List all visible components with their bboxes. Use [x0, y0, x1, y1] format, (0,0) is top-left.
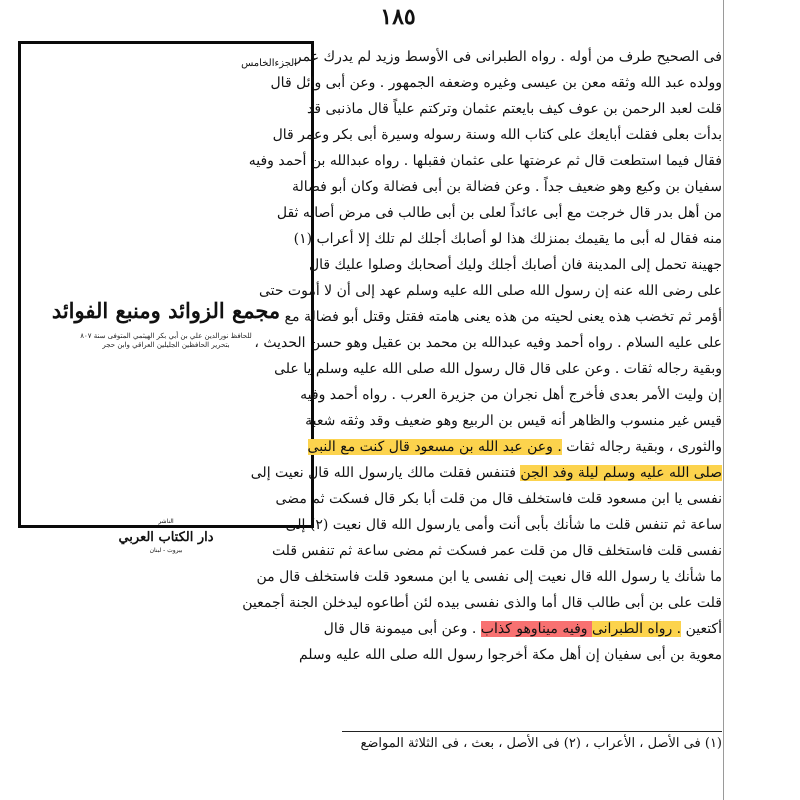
book-title: مجمع الزوائد ومنبع الفوائد — [51, 298, 281, 323]
text-segment: فقال فيما استطعت قال ثم عرضتها على عثمان فقبلها . رواه عبدالله بن أحمد وفيه — [248, 153, 722, 169]
subtitle-line: للحافظ نورالدين علي بن أبي بكر الهيثمي المتوفى سنة ٨٠٧ — [80, 332, 252, 340]
text-line — [293, 226, 722, 252]
text-segment: ما شأنك يا رسول الله قال نعيت إلى نفسى يا ابن مسعود قلت فاستخلف قال من — [256, 569, 722, 585]
text-line — [256, 564, 722, 590]
highlight-yellow: صلى الله عليه وسلم ليلة وفد الجن — [520, 465, 722, 481]
publisher-name: دار الكتاب العربي — [118, 530, 214, 545]
text-segment: قيس غير منسوب والظاهر أنه قيس بن الربيع وهو ضعيف وقد وثقه شعبة — [305, 413, 722, 429]
text-line — [276, 200, 722, 226]
text-line — [285, 512, 722, 538]
highlight-yellow: . رواه الطبرانى — [591, 621, 682, 637]
text-segment: قلت لعبد الرحمن بن عوف كيف بايعتم عثمان وتركتم علياً قال ماذنبى قد — [307, 101, 722, 117]
text-line — [300, 382, 722, 408]
page-edge-line — [723, 0, 724, 800]
text-segment: على عليه السلام . رواه أحمد وفيه عبدالله بن محمد بن عقيل وهو حسن الحديث ، — [254, 335, 722, 351]
text-segment: وولده عبد الله وثقه معن بن عيسى وغيره وضعفه الجمهور . وعن أبى وائل قال — [270, 75, 722, 91]
text-line — [305, 408, 722, 434]
text-line — [272, 122, 722, 148]
text-segment: نفسى قلت فاستخلف قال من قلت عمر فسكت ثم مضى ساعة ثم تنفس قلت — [271, 543, 722, 559]
subtitle-line: بتحرير الحافظين الجليلين العراقي وابن حجر — [102, 341, 230, 349]
text-line — [248, 148, 722, 174]
text-segment: سفيان بن وكيع وهو ضعيف جداً . وعن فضالة بن أبى فضالة وكان أبو فضالة — [291, 179, 722, 195]
text-line — [294, 44, 722, 70]
text-segment: من أهل بدر قال خرجت مع أبى عائداً لعلى بن أبى طالب فى مرض أصابه ثقل — [276, 205, 722, 221]
text-segment: أؤمر ثم تخضب هذه يعنى لحيته من هذه يعنى هامته فقتل وقتل أبو فضالة مع — [284, 309, 722, 325]
volume-label: الجزءالخامس — [241, 58, 297, 69]
publisher-city: بيروت - لبنان — [149, 547, 183, 554]
text-line — [323, 616, 722, 642]
text-segment: على رضى الله عنه إن رسول الله صلى الله عليه وسلم عهد إلى أن لا أموت حتى — [258, 283, 722, 299]
text-segment: معوية بن أبى سفيان إن أهل مكة أخرجوا رسول الله صلى الله عليه وسلم — [298, 647, 722, 663]
page-number: ١٨٥ — [380, 4, 416, 30]
text-line — [275, 486, 722, 512]
text-segment: . وعن أبى ميمونة قال قال — [323, 621, 481, 637]
text-segment: أكتعين — [681, 621, 722, 637]
text-line — [298, 642, 722, 668]
text-segment: بدأت بعلى فقلت أبايعك على كتاب الله وسنة رسوله وسيرة أبى بكر وعمر قال — [272, 127, 722, 143]
footnote: (١) فى الأصل ، الأعراب ، (٢) فى الأصل ، بعث ، فى الثلاثة المواضع — [360, 736, 722, 751]
publisher-caption: الناشر — [158, 518, 174, 525]
text-line — [307, 96, 722, 122]
text-segment: قلت على بن أبى طالب قال أما والذى نفسى بيده لئن أطاعوه ليدخلن الجنة أجمعين — [242, 595, 722, 611]
text-line — [308, 252, 722, 278]
highlight-yellow: . وعن عبد الله بن مسعود قال كنت مع النبى — [307, 439, 562, 455]
text-segment: جهينة تحمل إلى المدينة فان أصابك أجلك وليك أصحابك وصلوا عليك قال — [308, 257, 722, 273]
text-line — [258, 278, 722, 304]
text-segment: والثورى ، وبقية رجاله ثقات — [561, 439, 722, 455]
text-line — [270, 70, 722, 96]
text-line — [250, 460, 722, 486]
text-line — [242, 590, 722, 616]
highlight-red: وفيه ميناوهو كذاب — [480, 621, 592, 637]
text-line — [274, 356, 722, 382]
text-segment: فتنفس فقلت مالك يارسول الله قال نعيت إلى — [250, 465, 521, 481]
book-subtitle — [51, 332, 281, 350]
text-segment: منه فقال له أبى ما يقيمك بمنزلك هذا لو أصابك أجلك لم تلك إلا أعراب (١) — [293, 231, 722, 247]
text-segment: إن وليت الأمر بعدى فأخرج أهل نجران من جزيرة العرب . رواه أحمد وفيه — [300, 387, 722, 403]
text-line — [254, 330, 722, 356]
text-segment: ساعة ثم تنفس قلت ما شأنك بأبى أنت وأمى يارسول الله قال نعيت (٢) إلى — [285, 517, 722, 533]
footnote-divider — [342, 731, 722, 732]
text-line — [271, 538, 722, 564]
text-line — [284, 304, 722, 330]
text-segment: فى الصحيح طرف من أوله . رواه الطبرانى فى الأوسط وزيد لم يدرك عمر — [294, 49, 722, 65]
text-segment: نفسى يا ابن مسعود قلت فاستخلف قال من قلت أبا بكر قال فسكت ثم مضى — [275, 491, 722, 507]
text-line — [307, 434, 722, 460]
text-line — [291, 174, 722, 200]
text-segment: وبقية رجاله ثقات . وعن على قال قال رسول الله صلى الله عليه وسلم يا على — [274, 361, 722, 377]
